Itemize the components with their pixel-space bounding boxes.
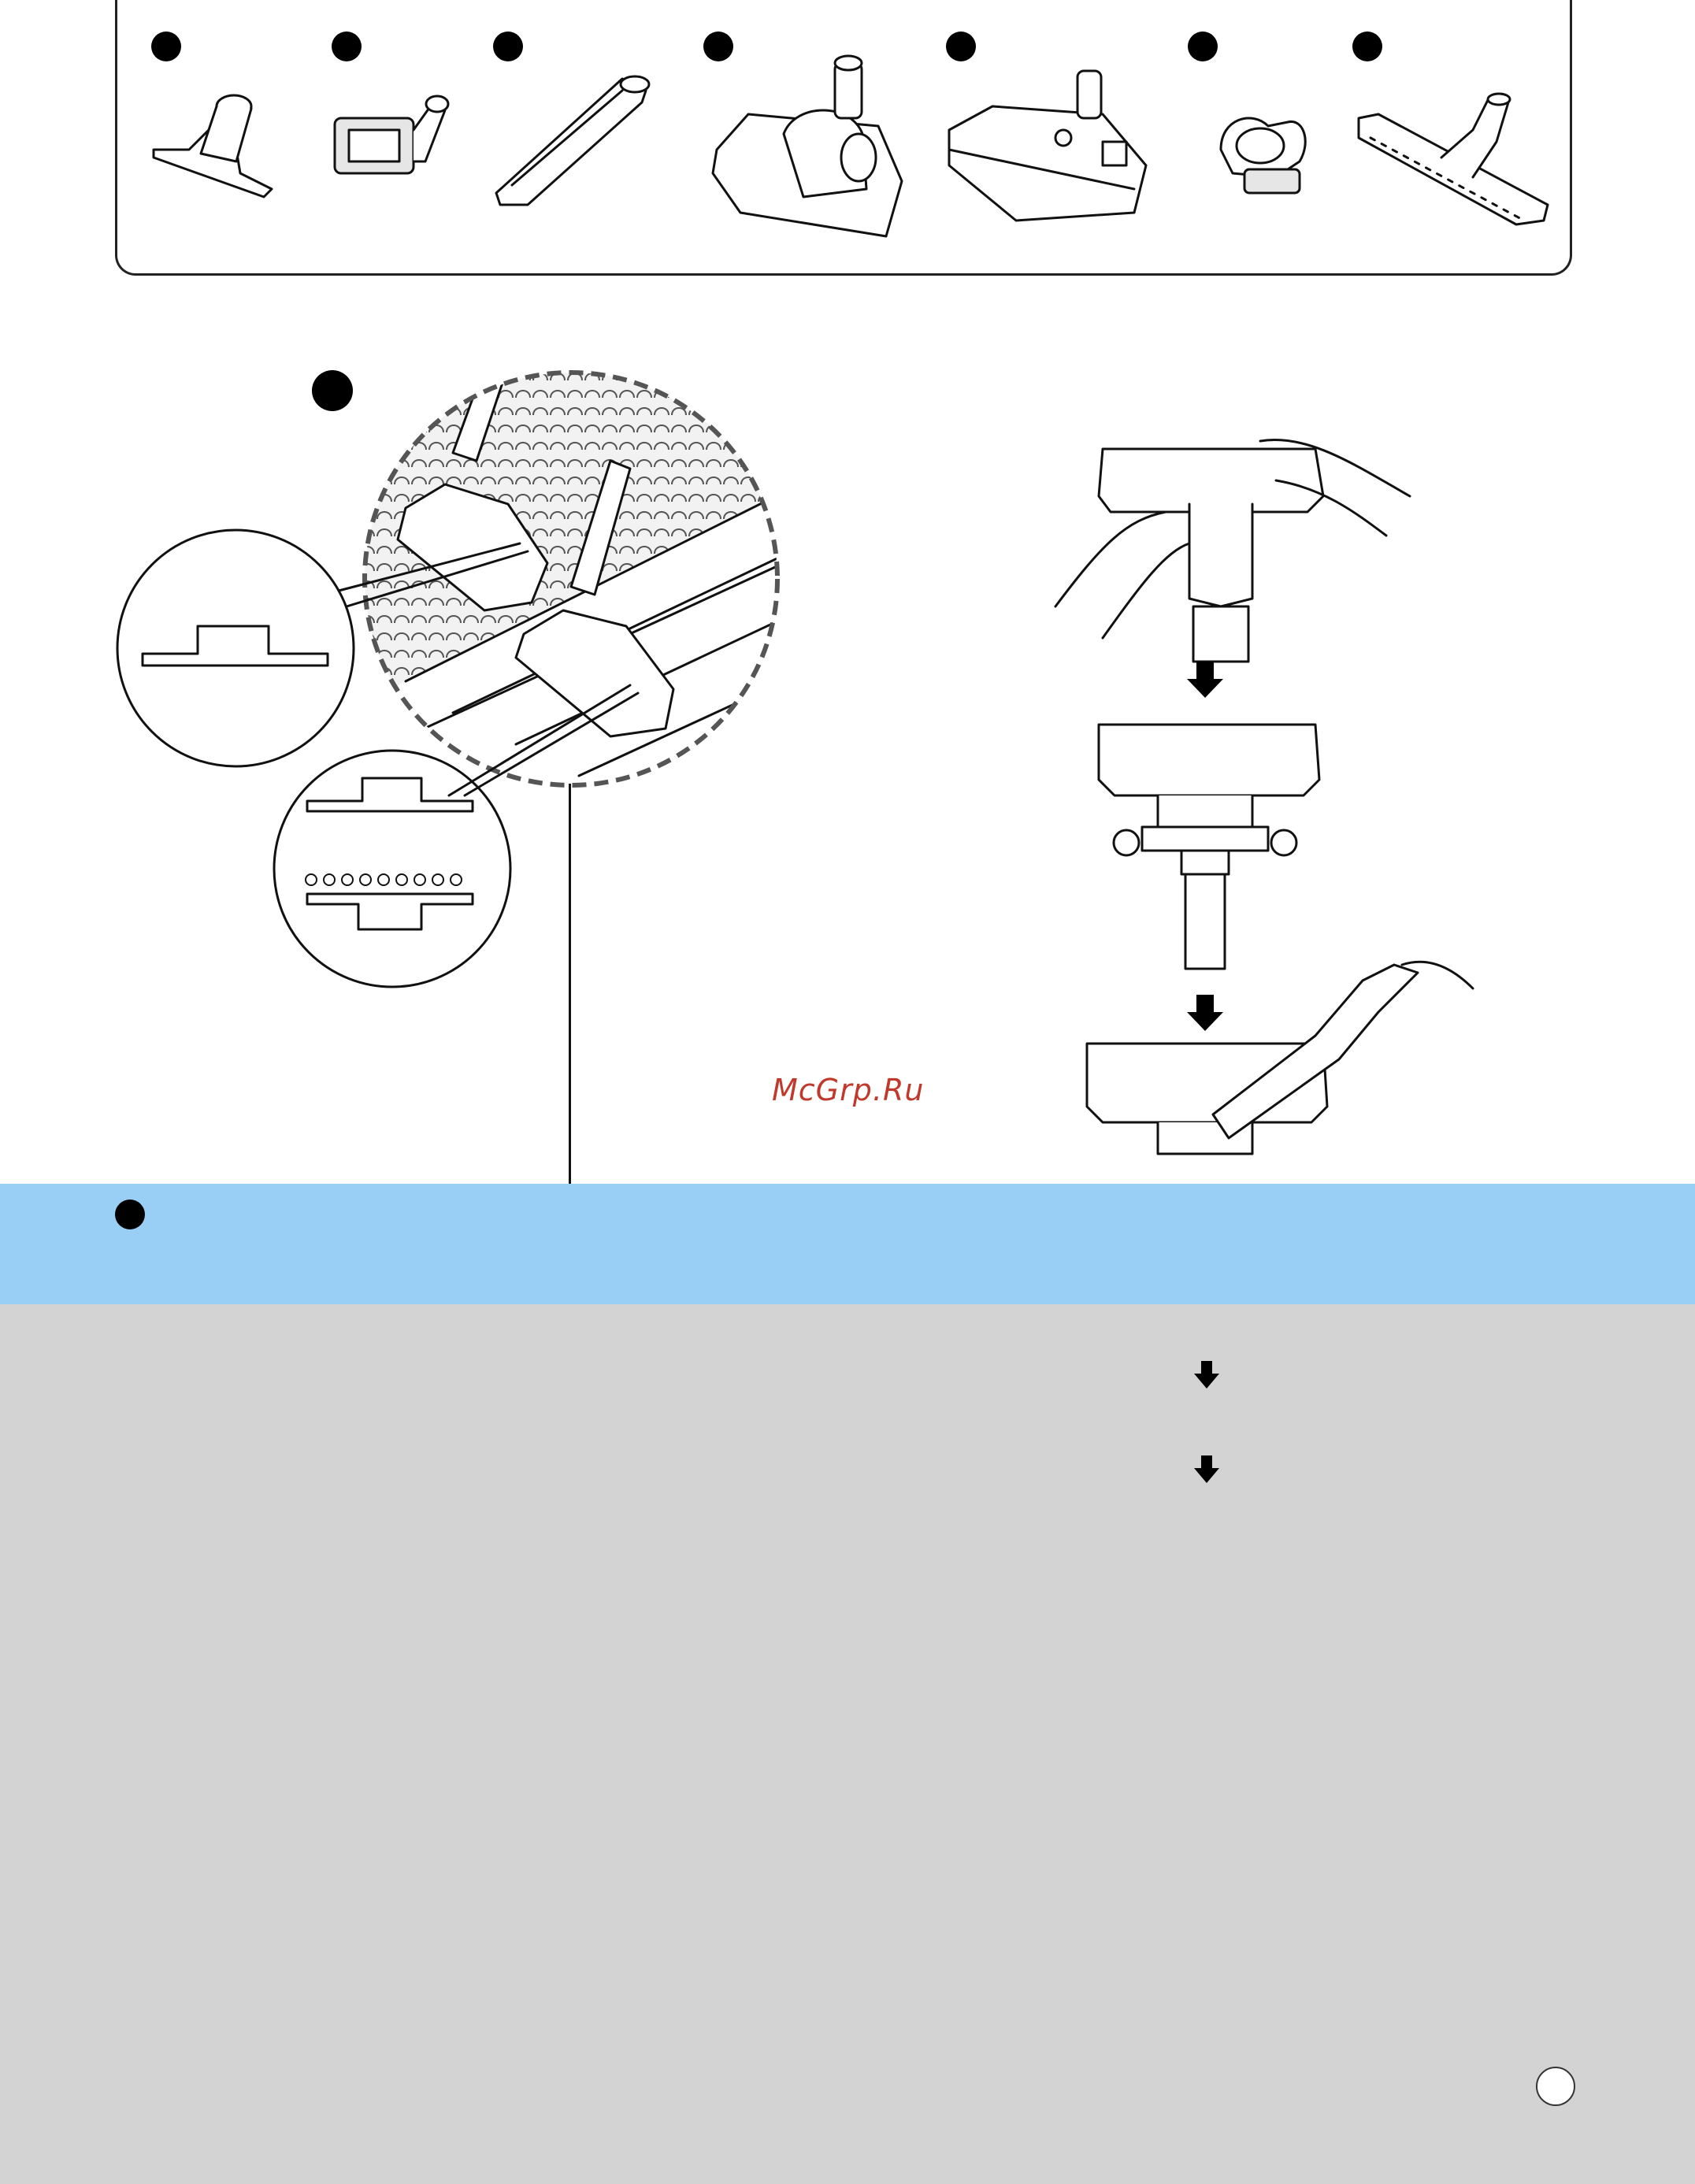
accessory-2-marker bbox=[332, 32, 362, 61]
accessory-1-marker bbox=[151, 32, 181, 61]
watermark: McGrp.Ru bbox=[772, 1073, 925, 1107]
callout-leader-1 bbox=[339, 465, 575, 606]
nozzle-step-2 bbox=[1095, 717, 1331, 977]
section-header-band bbox=[0, 1184, 1695, 1304]
accessory-holder-icon bbox=[1213, 102, 1315, 205]
accessory-3-marker bbox=[493, 32, 523, 61]
arrow-down-1 bbox=[1185, 662, 1225, 701]
small-arrow-down-1 bbox=[1193, 1361, 1220, 1389]
accessory-5-marker bbox=[946, 32, 976, 61]
accessory-7-marker bbox=[1352, 32, 1382, 61]
page-number-badge bbox=[1536, 2067, 1575, 2106]
accessory-6-marker bbox=[1188, 32, 1218, 61]
dusting-brush-icon bbox=[327, 87, 453, 205]
carpet-floor-nozzle-icon bbox=[709, 47, 910, 244]
leader-line bbox=[569, 784, 571, 1189]
upholstery-tool-icon bbox=[146, 79, 280, 213]
section-band-marker bbox=[115, 1200, 145, 1229]
turbo-brush-icon bbox=[945, 63, 1154, 236]
nozzle-step-3 bbox=[1079, 957, 1481, 1162]
parquet-brush-icon bbox=[1355, 87, 1552, 228]
nozzle-hands-step-1 bbox=[1055, 425, 1418, 662]
callout-leader-2 bbox=[449, 662, 646, 803]
section-marker bbox=[312, 370, 353, 411]
small-arrow-down-2 bbox=[1193, 1455, 1220, 1484]
crevice-tool-icon bbox=[488, 67, 658, 217]
bristles-retracted-callout bbox=[115, 528, 359, 772]
content-area bbox=[0, 1304, 1695, 2184]
